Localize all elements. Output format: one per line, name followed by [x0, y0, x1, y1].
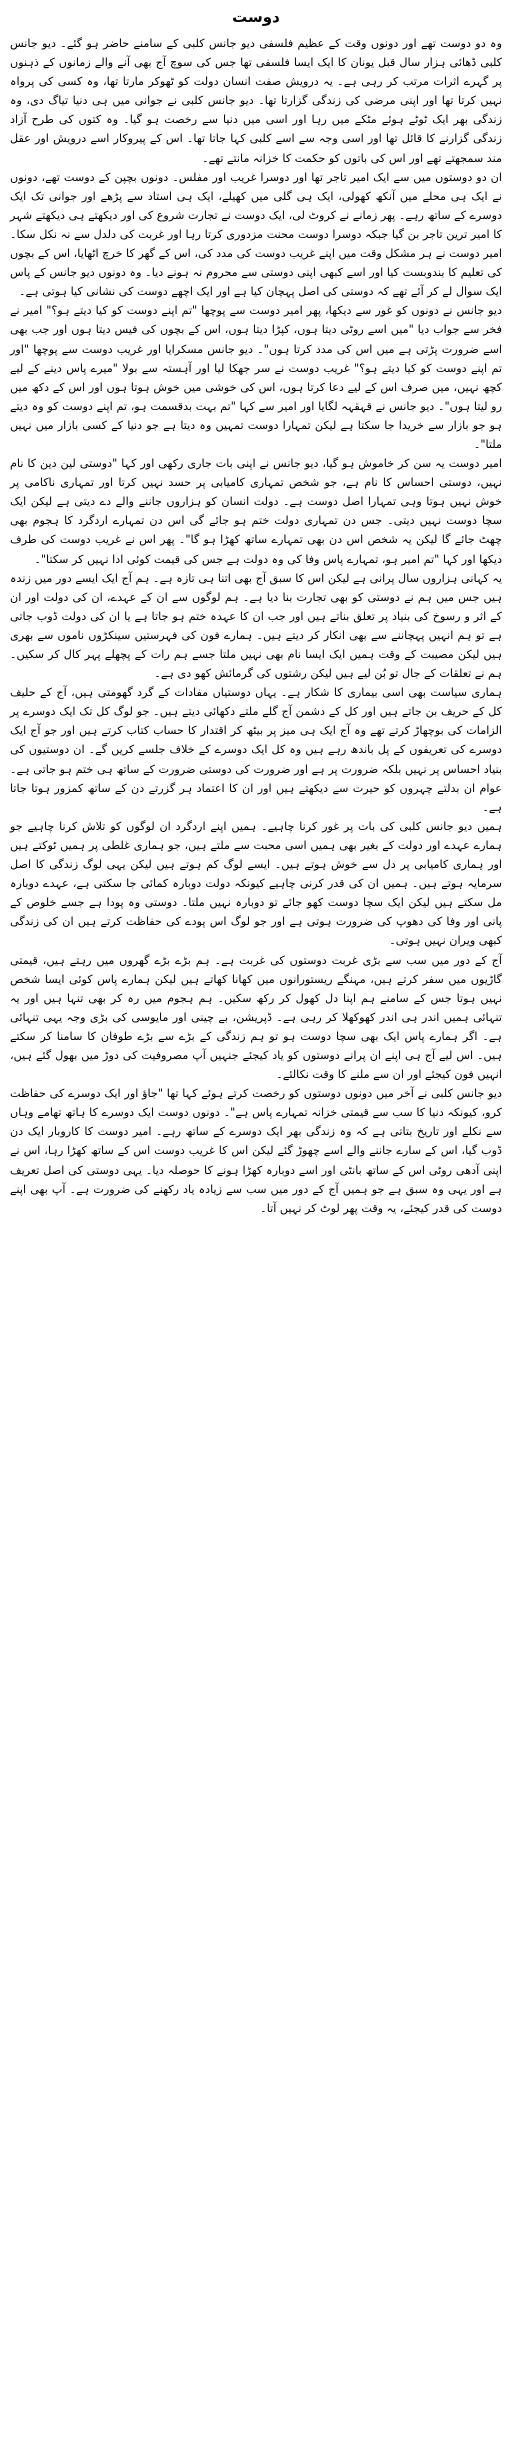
article-paragraph-9: دیو جانس کلبی نے آخر میں دونوں دوستوں کو رخصت کرتے ہوئے کہا تھا "جاؤ اور ایک دوسرے کی حفاظت کرو، کیونکہ دنیا کا سب سے قیمتی خزانہ تمہارے پاس ہے"۔ دونوں دوست ایک دوسرے کا ہاتھ تھامے وہاں سے نکلے اور تاریخ بتاتی ہے کہ وہ زندگی بھر ایک دوسرے کے ساتھ رہے۔ امیر دوست کا کاروبار ایک دن ڈوب گیا، اس کے سارے جاننے والے اسے چھوڑ گئے لیکن اس کا غریب دوست اس کے ساتھ کھڑا رہا، اس نے اپنی آدھی روٹی اس کے ساتھ بانٹی اور اسے دوبارہ کھڑا ہونے کا حوصلہ دیا۔ یہی دوستی کی اصل تعریف ہے اور یہی وہ سبق ہے جو ہمیں آج کے دور میں سب سے زیادہ یاد رکھنے کی ضرورت ہے۔ آپ بھی اپنے دوست کی قدر کیجئے، یہ وقت پھر لوٹ کر نہیں آتا۔ — [10, 1087, 502, 1215]
article-body — [10, 34, 502, 1218]
article-paragraph-5: یہ کہانی ہزاروں سال پرانی ہے لیکن اس کا سبق آج بھی اتنا ہی تازہ ہے۔ ہم آج ایک ایسے دور میں زندہ ہیں جس میں ہم نے دوستی کو بھی تجارت بنا دیا ہے۔ ہم لوگوں سے ان کے عہدے، ان کی دولت اور ان کے اثر و رسوخ کی بنیاد پر تعلق بناتے ہیں اور جب ان کا عہدہ ختم ہو جاتا ہے یا ان کی دولت ڈوب جاتی ہے تو ہم انہیں پہچاننے سے بھی انکار کر دیتے ہیں۔ ہمارے فون کی فہرستیں سینکڑوں ناموں سے بھری ہیں لیکن مصیبت کے وقت ہمیں ایک ایسا نام بھی نہیں ملتا جسے ہم رات کے پچھلے پہر کال کر سکیں۔ ہم نے تعلقات کے جال تو بُن لیے ہیں لیکن رشتوں کی گرمائش کھو دی ہے۔ — [10, 571, 502, 681]
article-paragraph-6: ہماری سیاست بھی اسی بیماری کا شکار ہے۔ یہاں دوستیاں مفادات کے گرد گھومتی ہیں، آج کے حلیف کل کے حریف بن جاتے ہیں اور کل کے دشمن آج گلے ملتے دکھائی دیتے ہیں۔ جو لوگ کل تک ایک دوسرے پر الزامات کی بوچھاڑ کرتے تھے وہ آج ایک ہی میز پر بیٹھ کر اقتدار کا حساب کتاب کرتے ہیں اور جو آج ایک دوسرے کی تعریفوں کے پل باندھ رہے ہیں وہ کل ایک دوسرے کے خلاف جلسے کریں گے۔ ان دوستیوں کی بنیاد احساس پر نہیں بلکہ ضرورت پر ہے اور ضرورت کی دوستی ضرورت کے ساتھ ہی ختم ہو جاتی ہے۔ عوام ان بدلتے چہروں کو حیرت سے دیکھتے ہیں اور ان کا اعتماد ہر گزرتے دن کے ساتھ کمزور ہوتا جاتا ہے۔ — [10, 686, 502, 814]
article-paragraph-2: ان دو دوستوں میں سے ایک امیر تاجر تھا اور دوسرا غریب اور مفلس۔ دونوں بچپن کے دوست تھے، دونوں نے ایک ہی محلے میں آنکھ کھولی، ایک ہی گلی میں کھیلے، ایک ہی استاد سے پڑھے اور جوانی تک ایک دوسرے کے ساتھ رہے۔ پھر زمانے نے کروٹ لی، ایک دوست نے تجارت شروع کی اور دیکھتے ہی دیکھتے شہر کا امیر ترین تاجر بن گیا جبکہ دوسرا دوست محنت مزدوری کرتا رہا اور غربت کی دلدل سے نہ نکل سکا۔ امیر دوست نے ہر مشکل وقت میں اپنے غریب دوست کی مدد کی، اس کے گھر کا خرچ اٹھایا، اس کے بچوں کی تعلیم کا بندوبست کیا اور اسے کبھی اپنی دوستی سے محروم نہ ہونے دیا۔ وہ دونوں دیو جانس کے پاس ایک سوال لے کر آئے تھے کہ دوستی کی اصل پہچان کیا ہے اور ایک اچھے دوست کی نشانی کیا ہوتی ہے۔ — [10, 170, 502, 299]
article-paragraph-1: وہ دو دوست تھے اور دونوں وقت کے عظیم فلسفی دیو جانس کلبی کے سامنے حاضر ہو گئے۔ دیو جانس کلبی ڈھائی ہزار سال قبل یونان کا ایک ایسا فلسفی تھا جس کی سوچ آج بھی آنے والے زمانوں کے ذہنوں پر گہرے اثرات مرتب کر رہی ہے۔ یہ درویش صفت انسان دولت کو ٹھوکر مارتا تھا، وہ کسی کی پرواہ نہیں کرتا تھا اور اپنی مرضی کی زندگی گزارتا تھا۔ دیو جانس کلبی نے جوانی میں ہی دنیا تیاگ دی، وہ زندگی بھر ایک ٹوٹے ہوئے مٹکے میں رہا اور اسی میں دنیا سے رخصت ہو گیا۔ وہ کتوں کی طرح آزاد زندگی گزارنے کا قائل تھا اور اسی وجہ سے اسے کلبی کہا جاتا تھا۔ اس کے پیروکار اسے درویش اور عقل مند سمجھتے تھے اور اس کی باتوں کو حکمت کا خزانہ مانتے تھے۔ — [10, 37, 502, 165]
article-title: دوست — [232, 8, 280, 26]
article-paragraph-8: آج کے دور میں سب سے بڑی غربت دوستوں کی غربت ہے۔ ہم بڑے بڑے گھروں میں رہتے ہیں، قیمتی گاڑیوں میں سفر کرتے ہیں، مہنگے ریستورانوں میں کھانا کھاتے ہیں لیکن ہمارے پاس کوئی ایسا شخص نہیں ہوتا جس کے سامنے ہم اپنا دل کھول کر رکھ سکیں۔ ہم ہجوم میں رہ کر بھی تنہا ہیں اور یہ تنہائی ہمیں اندر ہی اندر کھوکھلا کر رہی ہے۔ ڈپریشن، بے چینی اور مایوسی کی بڑی وجہ یہی تنہائی ہے۔ اگر ہمارے پاس ایک بھی سچا دوست ہو تو ہم زندگی کے بڑے سے بڑے طوفان کا سامنا کر سکتے ہیں۔ اس لیے آج ہی اپنے ان پرانے دوستوں کو یاد کیجئے جنہیں آپ مصروفیت کی دوڑ میں بھول گئے ہیں، انہیں فون کیجئے اور ان سے ملنے کا وقت نکالئے۔ — [10, 953, 502, 1082]
article-paragraph-3: دیو جانس نے دونوں کو غور سے دیکھا، پھر امیر دوست سے پوچھا "تم اپنے دوست کو کیا دیتے ہو؟" امیر نے فخر سے جواب دیا "میں اسے روٹی دیتا ہوں، کپڑا دیتا ہوں، اس کے بچوں کی فیس دیتا ہوں اور جب بھی اسے ضرورت پڑتی ہے میں اس کی مدد کرتا ہوں"۔ دیو جانس مسکرایا اور غریب دوست سے پوچھا "اور تم اپنے دوست کو کیا دیتے ہو؟" غریب دوست نے سر جھکا لیا اور آہستہ سے بولا "میرے پاس دینے کے لیے کچھ نہیں، میں صرف اس کے لیے دعا کرتا ہوں، اس کی خوشی میں خوش ہوتا ہوں اور اس کے دکھ میں رو لیتا ہوں"۔ دیو جانس نے قہقہہ لگایا اور امیر سے کہا "تم بہت بدقسمت ہو، تم اپنے دوست کو وہ دیتے ہو جو بازار سے خریدا جا سکتا ہے لیکن تمہارا دوست تمہیں وہ دیتا ہے جو دنیا کے کسی بازار میں نہیں ملتا"۔ — [10, 304, 502, 451]
article-paragraph-4: امیر دوست یہ سن کر خاموش ہو گیا، دیو جانس نے اپنی بات جاری رکھی اور کہا "دوستی لین دین کا نام نہیں، دوستی احساس کا نام ہے، جو شخص تمہاری کامیابی پر حسد نہیں کرتا اور تمہاری ناکامی پر خوش نہیں ہوتا وہی تمہارا اصل دوست ہے۔ دولت انسان کو ہزاروں جاننے والے دے دیتی ہے لیکن ایک سچا دوست نہیں دیتی۔ جس دن تمہاری دولت ختم ہو جائے گی اس دن تمہارے اردگرد کا ہجوم بھی چھٹ جائے گا لیکن یہ شخص اس دن بھی تمہارے ساتھ کھڑا ہو گا"۔ پھر اس نے غریب دوست کی طرف دیکھا اور کہا "تم امیر ہو، تمہارے پاس وفا کی وہ دولت ہے جس کی قیمت کوئی ادا نہیں کر سکتا"۔ — [10, 457, 502, 566]
article-paragraph-7: ہمیں دیو جانس کلبی کی بات پر غور کرنا چاہیے۔ ہمیں اپنے اردگرد ان لوگوں کو تلاش کرنا چاہیے جو ہمارے عہدے اور دولت کے بغیر بھی ہمیں اسی محبت سے ملتے ہیں، جو ہماری غلطی پر ہمیں ٹوکتے ہیں اور ہماری کامیابی پر دل سے خوش ہوتے ہیں۔ ایسے لوگ کم ہوتے ہیں لیکن یہی لوگ زندگی کا اصل سرمایہ ہوتے ہیں۔ ہمیں ان کی قدر کرنی چاہیے کیونکہ دولت دوبارہ کمائی جا سکتی ہے، عہدے دوبارہ مل سکتے ہیں لیکن ایک سچا دوست کھو جائے تو دوبارہ نہیں ملتا۔ دوستی وہ پودا ہے جسے خلوص کے پانی اور وفا کی دھوپ کی ضرورت ہوتی ہے اور جو لوگ اس پودے کی حفاظت کرتے ہیں ان کی زندگی کبھی ویران نہیں ہوتی۔ — [10, 819, 502, 948]
